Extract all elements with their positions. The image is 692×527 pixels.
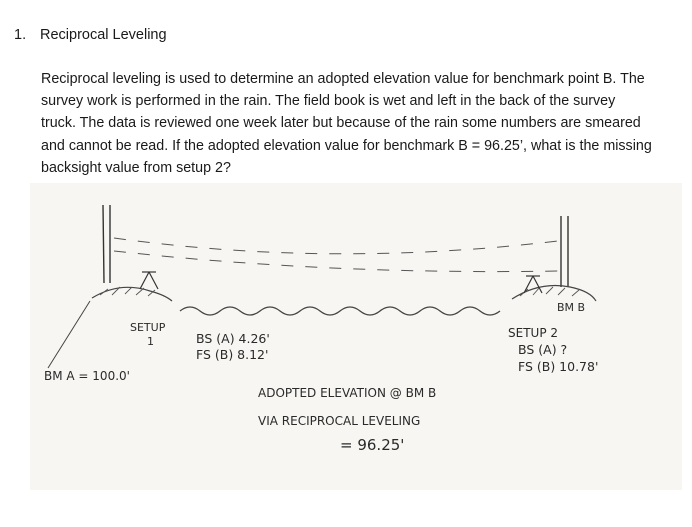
question-paragraph (41, 68, 686, 179)
bm-a-pointer (48, 301, 90, 368)
ground-mound-a (92, 287, 172, 301)
setup2-bs-reading: BS (A) ? (518, 342, 568, 357)
adopted-elevation-value: = 96.25' (340, 436, 405, 454)
question-number: 1. (14, 27, 27, 43)
paragraph-line: truck. The data is reviewed one week later but because of the rain some numbers are smeared (41, 115, 641, 132)
level-rod-a (103, 205, 110, 283)
paragraph-line: survey work is performed in the rain. The field book is wet and left in the back of the survey (41, 93, 616, 110)
setup2-title: SETUP 2 (508, 326, 558, 340)
river-wave-line (180, 307, 500, 315)
question-heading (14, 27, 167, 43)
paragraph-line: backsight value from setup 2? (41, 159, 231, 176)
adopted-elevation-line1: ADOPTED ELEVATION @ BM B (258, 386, 437, 400)
reciprocal-leveling-sketch (30, 183, 682, 490)
setup2-fs-reading: FS (B) 10.78' (518, 359, 599, 374)
instrument-tripod-setup1 (140, 272, 158, 289)
sketch-drawing (30, 183, 682, 490)
question-title: Reciprocal Leveling (40, 27, 167, 43)
ground-mound-b (512, 286, 596, 302)
setup1-bs-reading: BS (A) 4.26' (196, 331, 270, 346)
sight-line-upper (114, 238, 558, 254)
bm-a-label: BM A = 100.0' (44, 369, 130, 383)
setup1-label-line1: SETUP (130, 321, 166, 334)
setup1-fs-reading: FS (B) 8.12' (196, 347, 269, 362)
bm-b-label: BM B (557, 301, 586, 314)
paragraph-line: Reciprocal leveling is used to determine an adopted elevation value for benchmark point B. The (41, 71, 645, 87)
paragraph-line: and cannot be read. If the adopted elevation value for benchmark B = 96.25’, what is the missing (41, 137, 652, 154)
level-rod-b (561, 216, 568, 287)
setup1-label-line2: 1 (147, 335, 154, 348)
adopted-elevation-line2: VIA RECIPROCAL LEVELING (258, 414, 421, 428)
